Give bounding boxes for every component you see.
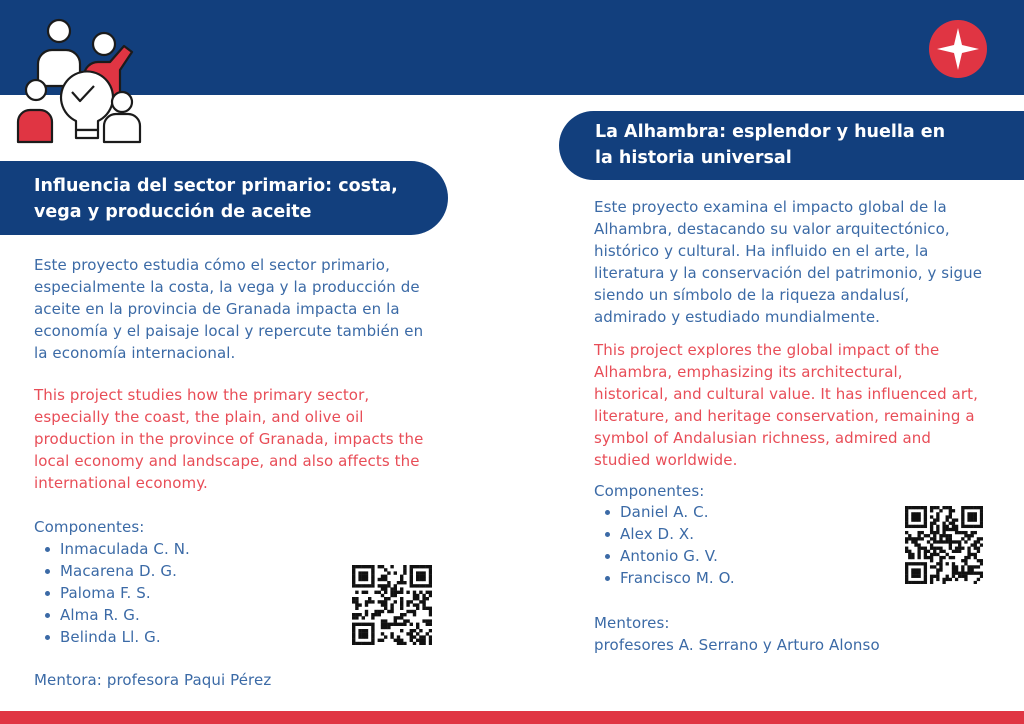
left-project-title: Influencia del sector primario: costa, vega y producción de aceite	[0, 161, 448, 235]
left-description-en: This project studies how the primary sector, especially the coast, the plain, and olive oil production in the province of Granada, impacts the local economy and landscape, and also affects the international economy.	[34, 386, 424, 492]
left-description-es: Este proyecto estudia cómo el sector primario, especialmente la costa, la vega y la producción de aceite en la provincia de Granada impacta en la economía y el paisaje local y repercute también en la economía internacional.	[34, 256, 424, 362]
right-description-es: Este proyecto examina el impacto global de la Alhambra, destacando su valor arquitectónico, histórico y cultural. Ha influido en el arte, la literatura y la conservación del patrimonio, y sigue siendo un símbolo de la riqueza andalusí, admirado y estudiado mundialmente.	[594, 198, 983, 326]
footer-band	[0, 711, 1024, 724]
right-project-title: La Alhambra: esplendor y huella en la historia universal	[559, 111, 1024, 180]
list-item: Francisco M. O.	[594, 567, 735, 589]
four-point-star-icon	[929, 20, 987, 78]
left-members-list	[34, 538, 190, 648]
right-mentors-label: Mentores:	[594, 614, 670, 632]
right-members-list	[594, 501, 735, 589]
list-item: Antonio G. V.	[594, 545, 735, 567]
list-item: Daniel A. C.	[594, 501, 735, 523]
right-description-en: This project explores the global impact of the Alhambra, emphasizing its architectural, historical, and cultural value. It has influenced art, literature, and heritage conservation, remaining a symbol of Andalusian richness, admired and studied worldwide.	[594, 341, 979, 469]
people-lightbulb-illustration	[16, 18, 146, 144]
list-item: Belinda Ll. G.	[34, 626, 190, 648]
star-logo	[929, 20, 987, 78]
left-components-label: Componentes:	[34, 518, 145, 536]
right-components-label: Componentes:	[594, 482, 705, 500]
qr-code[interactable]	[352, 565, 432, 645]
list-item: Inmaculada C. N.	[34, 538, 190, 560]
list-item: Alma R. G.	[34, 604, 190, 626]
right-mentors: profesores A. Serrano y Arturo Alonso	[594, 636, 880, 654]
left-mentor: Mentora: profesora Paqui Pérez	[34, 671, 272, 689]
list-item: Paloma F. S.	[34, 582, 190, 604]
list-item: Macarena D. G.	[34, 560, 190, 582]
qr-code[interactable]	[905, 506, 983, 584]
list-item: Alex D. X.	[594, 523, 735, 545]
header-band	[0, 0, 1024, 95]
